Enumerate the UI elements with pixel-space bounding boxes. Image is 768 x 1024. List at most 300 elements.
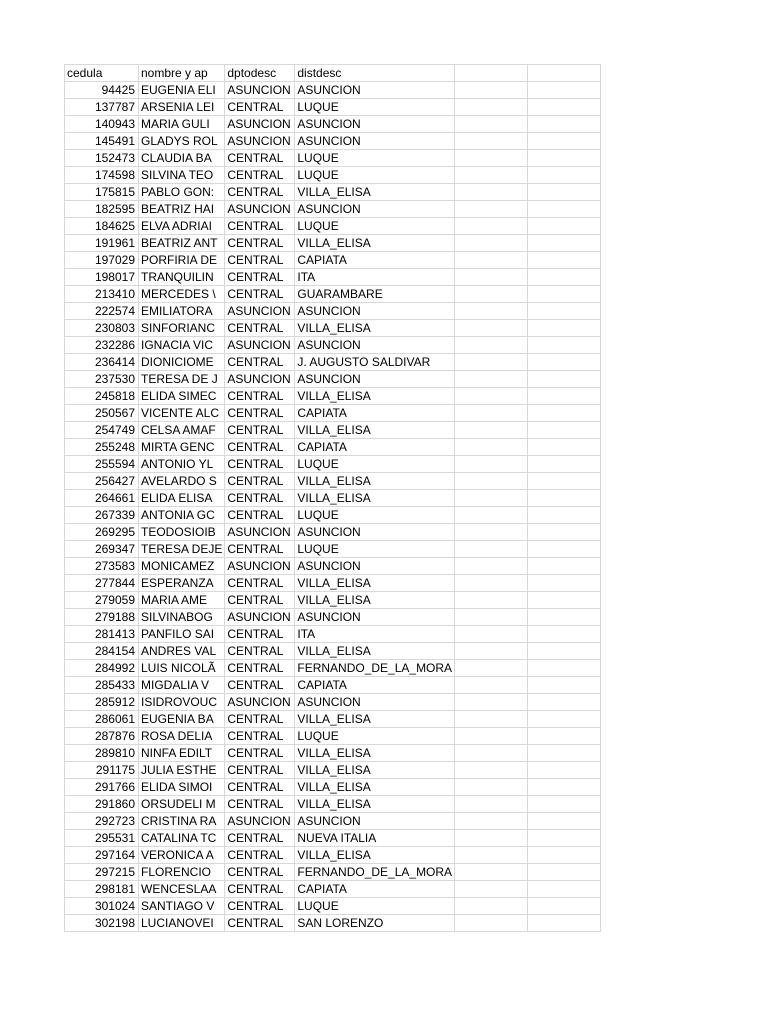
cedula-cell[interactable]: 175815 [65,184,139,201]
distdesc-cell[interactable]: SAN LORENZO [295,915,455,932]
empty-cell[interactable] [528,660,601,677]
nombre-cell[interactable]: EMILIATORA [139,303,225,320]
distdesc-cell[interactable]: LUQUE [295,456,455,473]
dptodesc-cell[interactable]: CENTRAL [225,269,295,286]
distdesc-cell[interactable]: J. AUGUSTO SALDIVAR [295,354,455,371]
cedula-cell[interactable]: 184625 [65,218,139,235]
dptodesc-cell[interactable]: CENTRAL [225,99,295,116]
nombre-cell[interactable]: FLORENCIO [139,864,225,881]
empty-cell[interactable] [455,864,528,881]
nombre-cell[interactable]: ESPERANZA [139,575,225,592]
cedula-cell[interactable]: 269295 [65,524,139,541]
cedula-cell[interactable]: 302198 [65,915,139,932]
distdesc-cell[interactable]: ITA [295,626,455,643]
nombre-cell[interactable]: TERESA DE J [139,371,225,388]
empty-cell[interactable] [455,660,528,677]
dptodesc-cell[interactable]: CENTRAL [225,592,295,609]
dptodesc-cell[interactable]: ASUNCION [225,116,295,133]
empty-cell[interactable] [455,677,528,694]
dptodesc-cell[interactable]: CENTRAL [225,320,295,337]
distdesc-cell[interactable]: ASUNCION [295,813,455,830]
empty-cell[interactable] [528,371,601,388]
nombre-cell[interactable]: ISIDROVOUC [139,694,225,711]
dptodesc-cell[interactable]: ASUNCION [225,82,295,99]
empty-cell[interactable] [455,711,528,728]
empty-cell[interactable] [455,286,528,303]
empty-cell[interactable] [528,864,601,881]
distdesc-cell[interactable]: VILLA_ELISA [295,473,455,490]
dptodesc-cell[interactable]: CENTRAL [225,575,295,592]
nombre-cell[interactable]: ELIDA ELISA [139,490,225,507]
distdesc-cell[interactable]: CAPIATA [295,252,455,269]
dptodesc-cell[interactable]: CENTRAL [225,405,295,422]
empty-cell[interactable] [528,456,601,473]
empty-cell[interactable] [528,167,601,184]
cedula-cell[interactable]: 255594 [65,456,139,473]
header-cedula[interactable]: cedula [65,65,139,82]
dptodesc-cell[interactable]: CENTRAL [225,235,295,252]
empty-cell[interactable] [528,643,601,660]
distdesc-cell[interactable]: LUQUE [295,99,455,116]
cedula-cell[interactable]: 297215 [65,864,139,881]
dptodesc-cell[interactable]: ASUNCION [225,133,295,150]
nombre-cell[interactable]: CATALINA TC [139,830,225,847]
cedula-cell[interactable]: 250567 [65,405,139,422]
empty-cell[interactable] [528,82,601,99]
empty-cell[interactable] [528,303,601,320]
distdesc-cell[interactable]: VILLA_ELISA [295,847,455,864]
empty-cell[interactable] [528,745,601,762]
distdesc-cell[interactable]: VILLA_ELISA [295,643,455,660]
empty-cell[interactable] [455,354,528,371]
nombre-cell[interactable]: ARSENIA LEI [139,99,225,116]
nombre-cell[interactable]: ANDRES VAL [139,643,225,660]
distdesc-cell[interactable]: CAPIATA [295,439,455,456]
cedula-cell[interactable]: 236414 [65,354,139,371]
empty-cell[interactable] [528,677,601,694]
empty-cell[interactable] [455,626,528,643]
distdesc-cell[interactable]: LUQUE [295,218,455,235]
nombre-cell[interactable]: ORSUDELI M [139,796,225,813]
empty-cell[interactable] [528,473,601,490]
distdesc-cell[interactable]: VILLA_ELISA [295,235,455,252]
empty-cell[interactable] [528,847,601,864]
dptodesc-cell[interactable]: CENTRAL [225,711,295,728]
nombre-cell[interactable]: PANFILO SAI [139,626,225,643]
nombre-cell[interactable]: SILVINABOG [139,609,225,626]
cedula-cell[interactable]: 295531 [65,830,139,847]
empty-cell[interactable] [528,626,601,643]
dptodesc-cell[interactable]: ASUNCION [225,371,295,388]
cedula-cell[interactable]: 273583 [65,558,139,575]
cedula-cell[interactable]: 291175 [65,762,139,779]
empty-cell[interactable] [528,694,601,711]
empty-cell[interactable] [528,490,601,507]
cedula-cell[interactable]: 291766 [65,779,139,796]
dptodesc-cell[interactable]: CENTRAL [225,456,295,473]
dptodesc-cell[interactable]: CENTRAL [225,541,295,558]
empty-cell[interactable] [455,592,528,609]
cedula-cell[interactable]: 152473 [65,150,139,167]
empty-cell[interactable] [455,507,528,524]
empty-cell[interactable] [455,813,528,830]
distdesc-cell[interactable]: FERNANDO_DE_LA_MORA [295,864,455,881]
cedula-cell[interactable]: 289810 [65,745,139,762]
distdesc-cell[interactable]: VILLA_ELISA [295,575,455,592]
nombre-cell[interactable]: ELVA ADRIAI [139,218,225,235]
empty-cell[interactable] [528,881,601,898]
cedula-cell[interactable]: 284154 [65,643,139,660]
empty-cell[interactable] [455,320,528,337]
empty-cell[interactable] [528,915,601,932]
distdesc-cell[interactable]: ASUNCION [295,303,455,320]
empty-cell[interactable] [528,133,601,150]
empty-cell[interactable] [528,320,601,337]
nombre-cell[interactable]: LUCIANOVEI [139,915,225,932]
empty-cell[interactable] [528,796,601,813]
dptodesc-cell[interactable]: ASUNCION [225,201,295,218]
cedula-cell[interactable]: 232286 [65,337,139,354]
empty-cell[interactable] [455,184,528,201]
distdesc-cell[interactable]: LUQUE [295,507,455,524]
cedula-cell[interactable]: 191961 [65,235,139,252]
nombre-cell[interactable]: JULIA ESTHE [139,762,225,779]
distdesc-cell[interactable]: GUARAMBARE [295,286,455,303]
empty-cell[interactable] [455,915,528,932]
nombre-cell[interactable]: AVELARDO S [139,473,225,490]
empty-cell[interactable] [455,473,528,490]
empty-cell[interactable] [455,694,528,711]
cedula-cell[interactable]: 279059 [65,592,139,609]
nombre-cell[interactable]: SANTIAGO V [139,898,225,915]
empty-cell[interactable] [455,524,528,541]
cedula-cell[interactable]: 213410 [65,286,139,303]
empty-cell[interactable] [528,235,601,252]
dptodesc-cell[interactable]: ASUNCION [225,813,295,830]
empty-cell[interactable] [528,201,601,218]
empty-cell[interactable] [528,218,601,235]
dptodesc-cell[interactable]: CENTRAL [225,490,295,507]
nombre-cell[interactable]: CELSA AMAF [139,422,225,439]
dptodesc-cell[interactable]: CENTRAL [225,779,295,796]
empty-cell[interactable] [528,575,601,592]
empty-cell[interactable] [455,490,528,507]
empty-cell[interactable] [528,150,601,167]
distdesc-cell[interactable]: VILLA_ELISA [295,796,455,813]
empty-cell[interactable] [455,609,528,626]
dptodesc-cell[interactable]: CENTRAL [225,915,295,932]
distdesc-cell[interactable]: ASUNCION [295,558,455,575]
cedula-cell[interactable]: 279188 [65,609,139,626]
distdesc-cell[interactable]: ASUNCION [295,133,455,150]
dptodesc-cell[interactable]: CENTRAL [225,167,295,184]
dptodesc-cell[interactable]: ASUNCION [225,524,295,541]
nombre-cell[interactable]: ANTONIO YL [139,456,225,473]
empty-cell[interactable] [528,388,601,405]
distdesc-cell[interactable]: LUQUE [295,728,455,745]
cedula-cell[interactable]: 284992 [65,660,139,677]
distdesc-cell[interactable]: VILLA_ELISA [295,711,455,728]
empty-cell[interactable] [528,252,601,269]
nombre-cell[interactable]: TEODOSIOIB [139,524,225,541]
nombre-cell[interactable]: PABLO GON: [139,184,225,201]
empty-cell[interactable] [528,405,601,422]
nombre-cell[interactable]: LUIS NICOLÃ [139,660,225,677]
nombre-cell[interactable]: EUGENIA ELI [139,82,225,99]
dptodesc-cell[interactable]: CENTRAL [225,286,295,303]
distdesc-cell[interactable]: VILLA_ELISA [295,762,455,779]
distdesc-cell[interactable]: ASUNCION [295,524,455,541]
distdesc-cell[interactable]: LUQUE [295,898,455,915]
dptodesc-cell[interactable]: CENTRAL [225,762,295,779]
dptodesc-cell[interactable]: CENTRAL [225,847,295,864]
empty-cell[interactable] [528,99,601,116]
empty-cell[interactable] [455,881,528,898]
nombre-cell[interactable]: NINFA EDILT [139,745,225,762]
nombre-cell[interactable]: VICENTE ALC [139,405,225,422]
empty-cell[interactable] [528,439,601,456]
distdesc-cell[interactable]: CAPIATA [295,881,455,898]
distdesc-cell[interactable]: ASUNCION [295,371,455,388]
cedula-cell[interactable]: 145491 [65,133,139,150]
empty-cell[interactable] [455,252,528,269]
empty-cell[interactable] [455,847,528,864]
distdesc-cell[interactable]: LUQUE [295,541,455,558]
empty-cell[interactable] [455,762,528,779]
empty-cell[interactable] [528,354,601,371]
empty-cell[interactable] [455,898,528,915]
distdesc-cell[interactable]: VILLA_ELISA [295,745,455,762]
empty-cell[interactable] [455,541,528,558]
header-distdesc[interactable]: distdesc [295,65,455,82]
empty-cell[interactable] [455,405,528,422]
nombre-cell[interactable]: ELIDA SIMOI [139,779,225,796]
empty-cell[interactable] [455,439,528,456]
distdesc-cell[interactable]: LUQUE [295,150,455,167]
nombre-cell[interactable]: MERCEDES \ [139,286,225,303]
cedula-cell[interactable]: 267339 [65,507,139,524]
nombre-cell[interactable]: TERESA DEJE [139,541,225,558]
nombre-cell[interactable]: EUGENIA BA [139,711,225,728]
empty-cell[interactable] [528,541,601,558]
empty-cell[interactable] [455,201,528,218]
dptodesc-cell[interactable]: CENTRAL [225,252,295,269]
empty-cell[interactable] [455,235,528,252]
cedula-cell[interactable]: 301024 [65,898,139,915]
empty-cell[interactable] [528,507,601,524]
nombre-cell[interactable]: IGNACIA VIC [139,337,225,354]
dptodesc-cell[interactable]: CENTRAL [225,473,295,490]
empty-cell[interactable] [455,150,528,167]
empty-cell[interactable] [528,337,601,354]
cedula-cell[interactable]: 255248 [65,439,139,456]
empty-cell[interactable] [455,422,528,439]
dptodesc-cell[interactable]: CENTRAL [225,439,295,456]
dptodesc-cell[interactable]: CENTRAL [225,422,295,439]
header-nombre[interactable]: nombre y ap [139,65,225,82]
cedula-cell[interactable]: 256427 [65,473,139,490]
nombre-cell[interactable]: WENCESLAA [139,881,225,898]
empty-cell[interactable] [528,116,601,133]
distdesc-cell[interactable]: ASUNCION [295,694,455,711]
distdesc-cell[interactable]: VILLA_ELISA [295,592,455,609]
empty-cell[interactable] [528,269,601,286]
distdesc-cell[interactable]: LUQUE [295,167,455,184]
cedula-cell[interactable]: 197029 [65,252,139,269]
empty-cell[interactable] [455,728,528,745]
cedula-cell[interactable]: 287876 [65,728,139,745]
dptodesc-cell[interactable]: CENTRAL [225,354,295,371]
empty-cell[interactable] [455,133,528,150]
distdesc-cell[interactable]: ASUNCION [295,116,455,133]
empty-cell[interactable] [455,456,528,473]
nombre-cell[interactable]: MIRTA GENC [139,439,225,456]
empty-cell[interactable] [455,558,528,575]
cedula-cell[interactable]: 285433 [65,677,139,694]
nombre-cell[interactable]: VERONICA A [139,847,225,864]
dptodesc-cell[interactable]: CENTRAL [225,388,295,405]
empty-cell[interactable] [528,609,601,626]
cedula-cell[interactable]: 291860 [65,796,139,813]
nombre-cell[interactable]: CRISTINA RA [139,813,225,830]
empty-cell[interactable] [528,592,601,609]
empty-cell[interactable] [455,116,528,133]
empty-cell[interactable] [455,82,528,99]
empty-cell[interactable] [455,575,528,592]
dptodesc-cell[interactable]: ASUNCION [225,337,295,354]
distdesc-cell[interactable]: CAPIATA [295,677,455,694]
empty-cell[interactable] [528,813,601,830]
distdesc-cell[interactable]: ASUNCION [295,82,455,99]
cedula-cell[interactable]: 277844 [65,575,139,592]
nombre-cell[interactable]: ROSA DELIA [139,728,225,745]
cedula-cell[interactable]: 237530 [65,371,139,388]
nombre-cell[interactable]: BEATRIZ ANT [139,235,225,252]
dptodesc-cell[interactable]: CENTRAL [225,830,295,847]
cedula-cell[interactable]: 94425 [65,82,139,99]
dptodesc-cell[interactable]: CENTRAL [225,643,295,660]
empty-cell[interactable] [528,558,601,575]
cedula-cell[interactable]: 174598 [65,167,139,184]
nombre-cell[interactable]: TRANQUILIN [139,269,225,286]
empty-cell[interactable] [455,303,528,320]
dptodesc-cell[interactable]: CENTRAL [225,745,295,762]
dptodesc-cell[interactable]: ASUNCION [225,694,295,711]
dptodesc-cell[interactable]: CENTRAL [225,677,295,694]
dptodesc-cell[interactable]: ASUNCION [225,558,295,575]
cedula-cell[interactable]: 286061 [65,711,139,728]
distdesc-cell[interactable]: VILLA_ELISA [295,779,455,796]
dptodesc-cell[interactable]: CENTRAL [225,626,295,643]
empty-cell[interactable] [455,269,528,286]
distdesc-cell[interactable]: VILLA_ELISA [295,490,455,507]
nombre-cell[interactable]: PORFIRIA DE [139,252,225,269]
cedula-cell[interactable]: 198017 [65,269,139,286]
distdesc-cell[interactable]: ASUNCION [295,609,455,626]
dptodesc-cell[interactable]: CENTRAL [225,218,295,235]
cedula-cell[interactable]: 137787 [65,99,139,116]
distdesc-cell[interactable]: ASUNCION [295,337,455,354]
empty-cell[interactable] [528,524,601,541]
cedula-cell[interactable]: 182595 [65,201,139,218]
dptodesc-cell[interactable]: CENTRAL [225,864,295,881]
dptodesc-cell[interactable]: CENTRAL [225,796,295,813]
nombre-cell[interactable]: ANTONIA GC [139,507,225,524]
nombre-cell[interactable]: MIGDALIA V [139,677,225,694]
empty-cell[interactable] [528,728,601,745]
distdesc-cell[interactable]: VILLA_ELISA [295,184,455,201]
header-empty-cell[interactable] [455,65,528,82]
empty-cell[interactable] [455,643,528,660]
empty-cell[interactable] [528,422,601,439]
cedula-cell[interactable]: 292723 [65,813,139,830]
empty-cell[interactable] [528,184,601,201]
empty-cell[interactable] [455,371,528,388]
cedula-cell[interactable]: 254749 [65,422,139,439]
distdesc-cell[interactable]: CAPIATA [295,405,455,422]
empty-cell[interactable] [455,779,528,796]
nombre-cell[interactable]: BEATRIZ HAI [139,201,225,218]
cedula-cell[interactable]: 140943 [65,116,139,133]
distdesc-cell[interactable]: NUEVA ITALIA [295,830,455,847]
nombre-cell[interactable]: CLAUDIA BA [139,150,225,167]
empty-cell[interactable] [528,711,601,728]
nombre-cell[interactable]: MARIA GULI [139,116,225,133]
header-empty-cell[interactable] [528,65,601,82]
dptodesc-cell[interactable]: ASUNCION [225,303,295,320]
distdesc-cell[interactable]: VILLA_ELISA [295,388,455,405]
empty-cell[interactable] [528,898,601,915]
nombre-cell[interactable]: SINFORIANC [139,320,225,337]
empty-cell[interactable] [455,745,528,762]
nombre-cell[interactable]: MONICAMEZ [139,558,225,575]
nombre-cell[interactable]: MARIA AME [139,592,225,609]
dptodesc-cell[interactable]: CENTRAL [225,660,295,677]
cedula-cell[interactable]: 264661 [65,490,139,507]
empty-cell[interactable] [455,218,528,235]
dptodesc-cell[interactable]: CENTRAL [225,728,295,745]
empty-cell[interactable] [528,286,601,303]
cedula-cell[interactable]: 285912 [65,694,139,711]
dptodesc-cell[interactable]: CENTRAL [225,881,295,898]
nombre-cell[interactable]: ELIDA SIMEC [139,388,225,405]
empty-cell[interactable] [528,779,601,796]
empty-cell[interactable] [528,762,601,779]
empty-cell[interactable] [455,796,528,813]
dptodesc-cell[interactable]: CENTRAL [225,507,295,524]
empty-cell[interactable] [455,99,528,116]
dptodesc-cell[interactable]: CENTRAL [225,898,295,915]
nombre-cell[interactable]: SILVINA TEO [139,167,225,184]
dptodesc-cell[interactable]: ASUNCION [225,609,295,626]
nombre-cell[interactable]: DIONICIOME [139,354,225,371]
cedula-cell[interactable]: 245818 [65,388,139,405]
empty-cell[interactable] [455,167,528,184]
distdesc-cell[interactable]: ASUNCION [295,201,455,218]
empty-cell[interactable] [455,337,528,354]
empty-cell[interactable] [455,388,528,405]
distdesc-cell[interactable]: VILLA_ELISA [295,422,455,439]
cedula-cell[interactable]: 281413 [65,626,139,643]
nombre-cell[interactable]: GLADYS ROL [139,133,225,150]
cedula-cell[interactable]: 297164 [65,847,139,864]
distdesc-cell[interactable]: ITA [295,269,455,286]
empty-cell[interactable] [455,830,528,847]
header-dptodesc[interactable]: dptodesc [225,65,295,82]
cedula-cell[interactable]: 269347 [65,541,139,558]
dptodesc-cell[interactable]: CENTRAL [225,150,295,167]
cedula-cell[interactable]: 222574 [65,303,139,320]
